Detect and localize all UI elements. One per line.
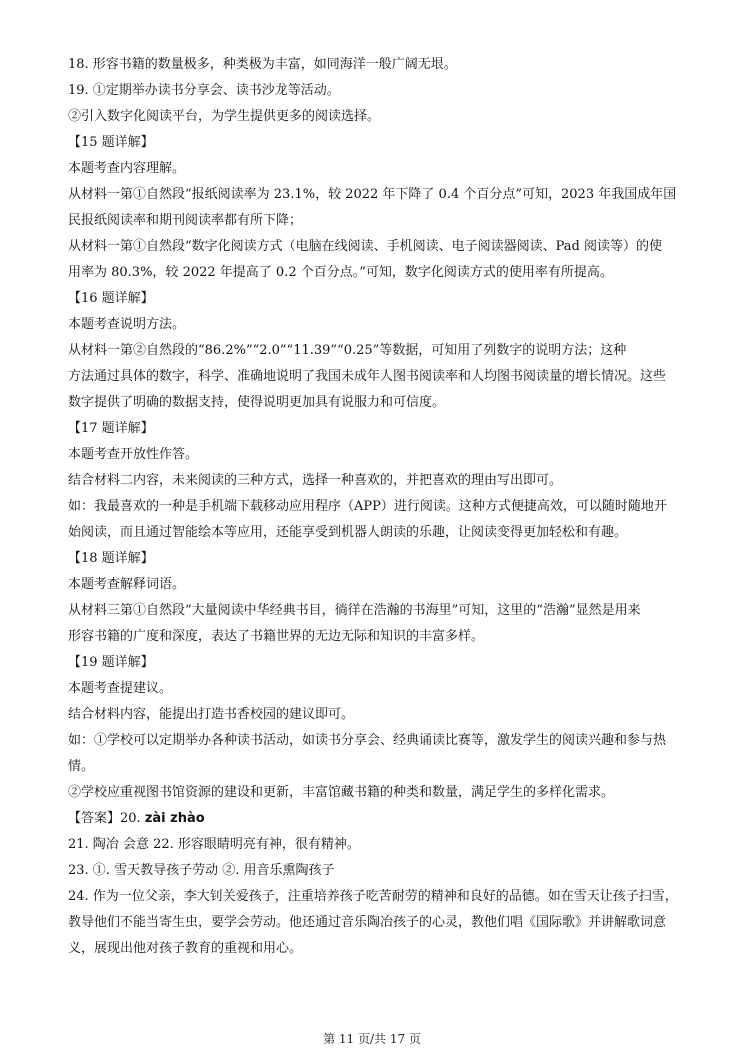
text-line: 数字提供了明确的数据支持，使得说明更加具有说服力和可信度。: [68, 395, 446, 410]
text-line: 从材料三第①自然段“大量阅读中华经典书目，徜徉在浩瀚的书海里”可知，这里的“浩瀚”显然是用来: [68, 603, 641, 618]
section-heading: 【19 题详解】: [68, 655, 154, 670]
text-line: 形容书籍的广度和深度，表达了书籍世界的无边无际和知识的丰富多样。: [68, 629, 485, 644]
text-line: 从材料一第②自然段的“86.2%”“2.0”“11.39”“0.25”等数据，可知用了列数字的说明方法；这种: [68, 343, 627, 358]
text-line: 24. 作为一位父亲，李大钊关爱孩子，注重培养孩子吃苦耐劳的精神和良好的品德。如在雪天让孩子扫雪，: [68, 889, 678, 904]
text-line: 23. ①. 雪天教导孩子劳动 ②. 用音乐熏陶孩子: [68, 863, 335, 878]
answer-label: 【答案】20.: [68, 811, 145, 826]
section-heading: 【18 题详解】: [68, 551, 154, 566]
text-line: 从材料一第①自然段“数字化阅读方式（电脑在线阅读、手机阅读、电子阅读器阅读、Pad 阅读等）的使: [68, 239, 663, 254]
text-line: 本题考查解释词语。: [68, 577, 186, 592]
text-line: ②学校应重视图书馆资源的建设和更新，丰富馆藏书籍的种类和数量，满足学生的多样化需求。: [68, 785, 615, 800]
text-line: 始阅读，而且通过智能绘本等应用，还能享受到机器人朗读的乐趣，让阅读变得更加轻松和有趣。: [68, 525, 628, 540]
answer-pinyin: zài zhào: [144, 811, 205, 826]
text-line: 18. 形容书籍的数量极多，种类极为丰富，如同海洋一般广阔无垠。: [68, 57, 457, 72]
text-line: 教导他们不能当寄生虫，要学会劳动。他还通过音乐陶冶孩子的心灵，教他们唱《国际歌》并讲解歌词意: [68, 915, 667, 930]
answer-content: [68, 56, 680, 966]
text-line: 本题考查说明方法。: [68, 317, 186, 332]
text-line: 19. ①定期举办读书分享会、读书沙龙等活动。: [68, 83, 340, 98]
text-line: 结合材料内容，能提出打造书香校园的建议即可。: [68, 707, 355, 722]
text-line: 民报纸阅读率和期刊阅读率都有所下降；: [68, 213, 303, 228]
text-line: 方法通过具体的数字，科学、准确地说明了我国未成年人图书阅读率和人均图书阅读量的增长情况。这些: [68, 369, 667, 384]
text-line: 本题考查内容理解。: [68, 161, 186, 176]
answer-line: [68, 810, 680, 828]
section-heading: 【17 题详解】: [68, 421, 154, 436]
section-heading: 【16 题详解】: [68, 291, 154, 306]
text-line: 用率为 80.3%，较 2022 年提高了 0.2 个百分点。”可知，数字化阅读方式的使用率有所提高。: [68, 265, 613, 280]
text-line: 如：①学校可以定期举办各种读书活动，如读书分享会、经典诵读比赛等，激发学生的阅读兴趣和参与热: [68, 733, 667, 748]
text-line: 从材料一第①自然段“报纸阅读率为 23.1%，较 2022 年下降了 0.4 个百分点”可知，2023 年我国成年国: [68, 187, 677, 202]
section-heading: 【15 题详解】: [68, 135, 154, 150]
text-line: 如：我最喜欢的一种是手机端下载移动应用程序（APP）进行阅读。这种方式便捷高效，可以随时随地开: [68, 499, 667, 514]
text-line: 结合材料二内容，未来阅读的三种方式，选择一种喜欢的，并把喜欢的理由写出即可。: [68, 473, 563, 488]
page-number-footer: 第 11 页/共 17 页: [323, 1032, 421, 1046]
text-line: 本题考查开放性作答。: [68, 447, 199, 462]
text-line: 情。: [68, 759, 95, 774]
text-line: 义，展现出他对孩子教育的重视和用心。: [68, 941, 303, 956]
text-line: ②引入数字化阅读平台，为学生提供更多的阅读选择。: [68, 109, 381, 124]
text-line: 21. 陶冶 会意 22. 形容眼睛明亮有神，很有精神。: [68, 837, 360, 852]
text-line: 本题考查提建议。: [68, 681, 173, 696]
